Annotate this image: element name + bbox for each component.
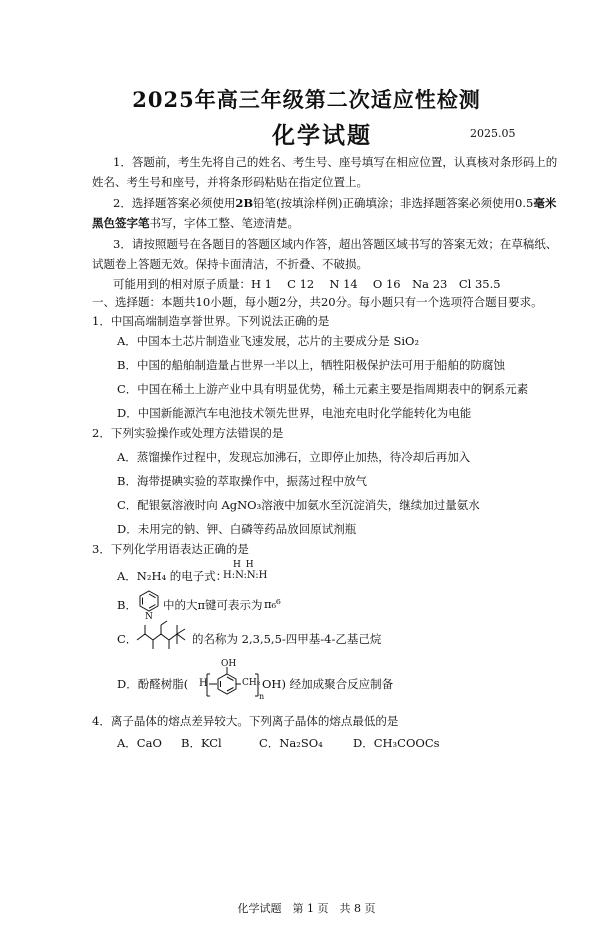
q3-option-d-tail: OH) 经加成聚合反应制备 <box>262 677 394 691</box>
q3-a-structure-top: H H <box>233 560 255 570</box>
exam-title: 2025年高三年级第二次适应性检测 <box>132 87 481 112</box>
instruction-1-line-1: 1．答题前，考生先将自己的姓名、考生号、座号填写在相应位置，认真核对条形码上的 <box>113 155 558 169</box>
resin-hydroxyl-label: OH <box>221 659 237 669</box>
instruction-1-line-2: 姓名、考生号和座号，并将条形码粘贴在指定位置上。 <box>92 175 368 189</box>
exam-date: 2025.05 <box>470 127 516 140</box>
q3-option-b-label: B． <box>117 598 137 612</box>
q3-stem: 3．下列化学用语表达正确的是 <box>92 542 249 556</box>
q2-option-c: C．配银氨溶液时向 AgNO₃溶液中加氨水至沉淀消失，继续加过量氨水 <box>117 498 480 512</box>
instruction-2-unit: 毫米 <box>533 196 557 210</box>
q2-option-b: B．海带提碘实验的萃取操作中，振荡过程中放气 <box>117 474 367 488</box>
q1-stem: 1．中国高端制造享誉世界。下列说法正确的是 <box>92 314 330 328</box>
q3-option-d-label: D．酚醛树脂( <box>117 677 189 691</box>
resin-ch2-label: CH₂ <box>242 678 261 688</box>
q1-option-a: A．中国本土芯片制造业飞速发展，芯片的主要成分是 SiO₂ <box>117 334 420 348</box>
q3-option-b-text: 中的大π键可表示为 <box>163 598 263 612</box>
skeletal-formula <box>134 618 190 660</box>
instruction-2-part-c: 铅笔(按填涂样例)正确填涂；非选择题答案必须使用0.5 <box>253 196 534 210</box>
subject-title: 化学试题 <box>272 122 372 149</box>
q1-option-b: B．中国的船舶制造量占世界一半以上，牺牲阳极保护法可用于船舶的防腐蚀 <box>117 358 505 372</box>
pyridine-nitrogen: N <box>145 612 153 622</box>
q2-stem: 2．下列实验操作或处理方法错误的是 <box>92 426 284 440</box>
q4-stem: 4．离子晶体的熔点差异较大。下列离子晶体的熔点最低的是 <box>92 714 399 728</box>
q2-option-d: D．未用完的钠、钾、白磷等药品放回原试剂瓶 <box>117 522 357 536</box>
q3-option-c-text: 的名称为 2,3,5,5-四甲基-4-乙基己烷 <box>192 632 382 646</box>
q4-option-c: C．Na₂SO₄ <box>259 736 323 750</box>
page-footer: 化学试题 第 1 页 共 8 页 <box>237 902 376 915</box>
section-heading: 一、选择题：本题共10小题，每小题2分，共20分。每小题只有一个选项符合题目要求。 <box>92 295 543 309</box>
q1-option-d: D．中国新能源汽车电池技术领先世界，电池充电时化学能转化为电能 <box>117 406 472 420</box>
q2-option-a: A．蒸馏操作过程中，发现忘加沸石，立即停止加热，待冷却后再加入 <box>117 450 471 464</box>
q4-option-a: A．CaO <box>117 736 162 750</box>
instruction-2-part-a: 2．选择题答案必须使用 <box>113 196 236 210</box>
atomic-masses: 可能用到的相对原子质量：H 1 C 12 N 14 O 16 Na 23 Cl 35.5 <box>113 277 501 291</box>
q3-a-structure-bottom: H:N:N:H <box>223 570 268 581</box>
resin-subscript-n: n <box>259 692 265 701</box>
instruction-3-line-1: 3．请按照题号在各题目的答题区域内作答，超出答题区域书写的答案无效；在草稿纸、 <box>113 237 558 251</box>
q1-option-c: C．中国在稀土上游产业中具有明显优势，稀土元素主要是指周期表中的锕系元素 <box>117 382 529 396</box>
resin-h-end: H <box>199 678 208 689</box>
q4-option-d: D．CH₃COOCs <box>353 736 440 750</box>
q3-option-c-label: C． <box>117 632 138 646</box>
q3-option-b-pi-notation: π₆⁶ <box>264 597 281 611</box>
instruction-2-pen: 黑色签字笔 <box>92 216 150 230</box>
instruction-2-part-f: 书写，字体工整、笔迹清楚。 <box>149 216 299 230</box>
q3-option-a-label: A．N₂H₄ 的电子式： <box>117 569 228 583</box>
instruction-2-line-2 <box>92 213 299 233</box>
instruction-3-line-2: 试题卷上答题无效。保持卡面清洁，不折叠、不破损。 <box>92 257 368 271</box>
instruction-2-pencil: 2B <box>235 196 254 210</box>
q4-option-b: B．KCl <box>181 736 222 750</box>
instruction-2-line-1 <box>113 193 556 213</box>
